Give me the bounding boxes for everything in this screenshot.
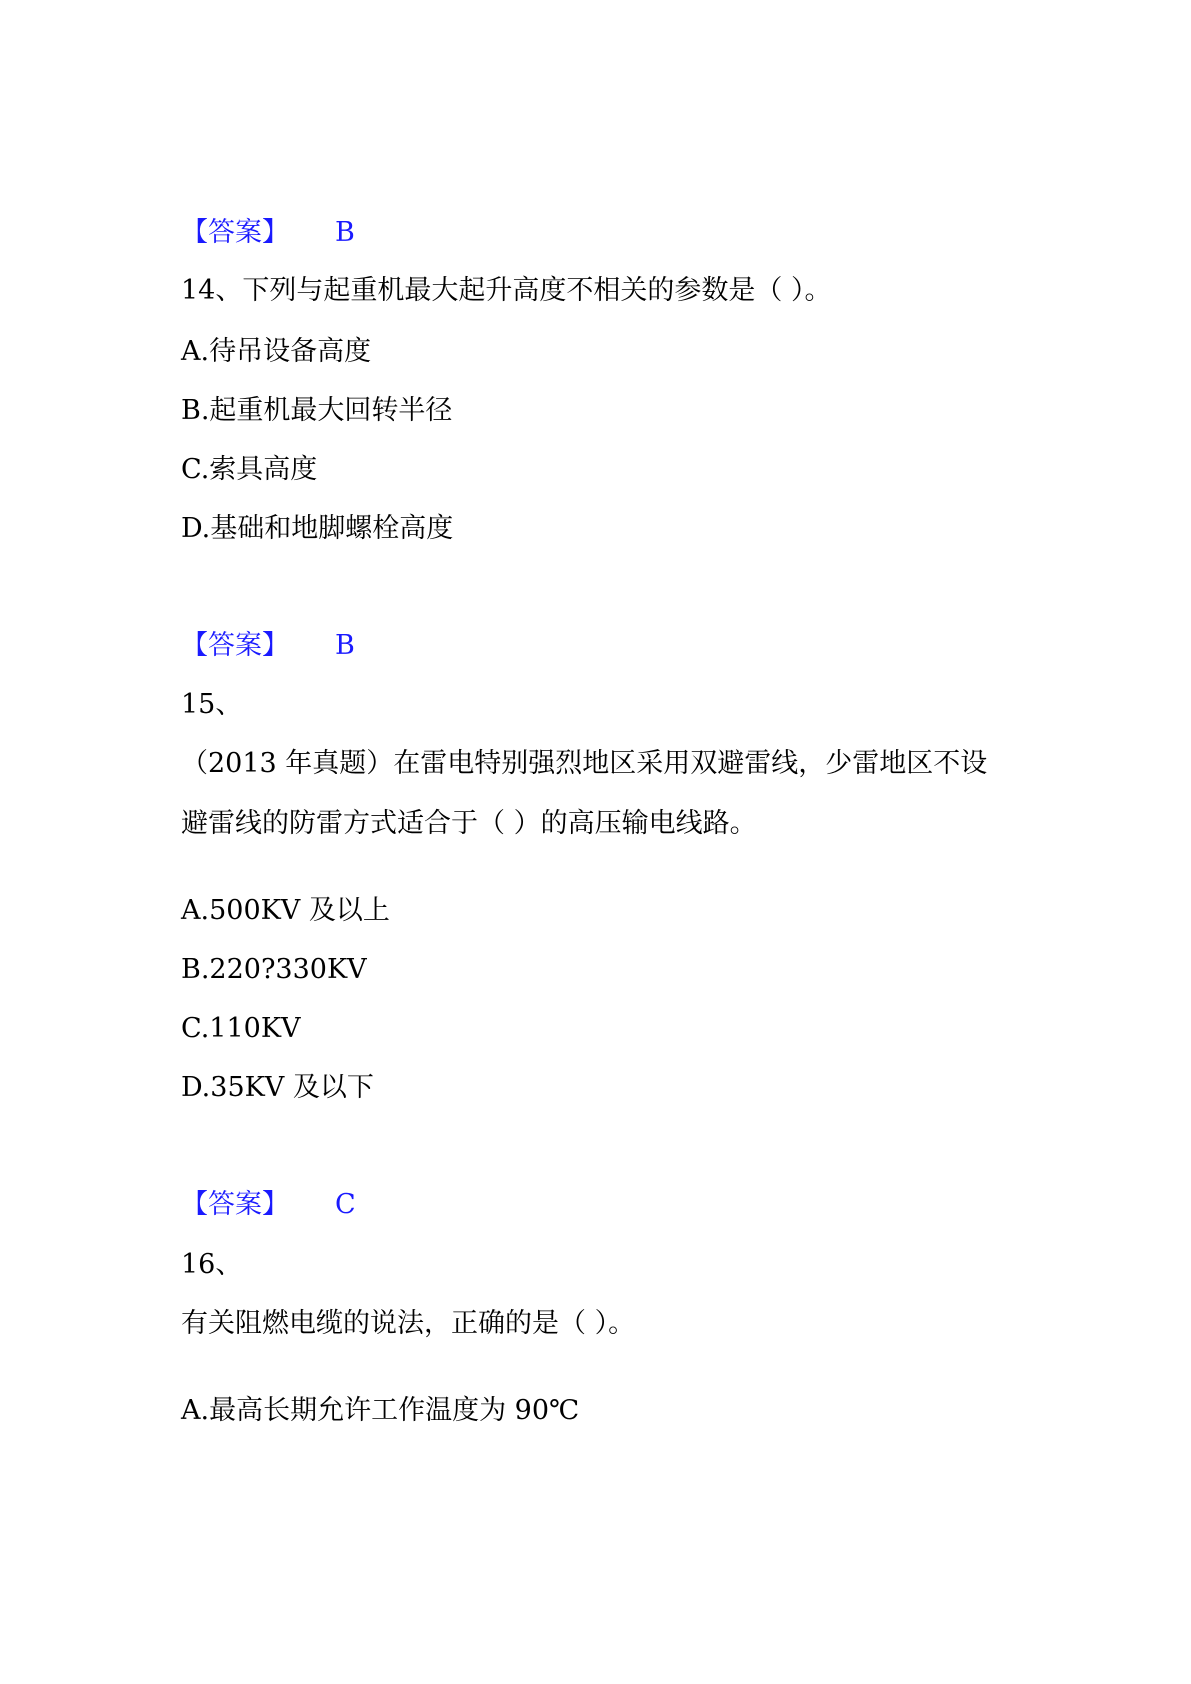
option-a: A.最高长期允许工作温度为 90℃ <box>181 1395 580 1426</box>
answer-row <box>181 215 355 251</box>
option-d: D.基础和地脚螺栓高度 <box>181 513 454 544</box>
option-c: C.110KV <box>181 1013 301 1044</box>
answer-value: B <box>335 217 355 248</box>
option-a: A.500KV 及以上 <box>181 895 390 926</box>
answer-row <box>181 1187 356 1223</box>
question-text: 14、下列与起重机最大起升高度不相关的参数是（ ）。 <box>181 275 832 306</box>
option-b: B.220?330KV <box>181 954 367 985</box>
answer-label: 【答案】 <box>181 217 289 248</box>
question-number: 15、 <box>181 689 243 720</box>
answer-value: B <box>335 630 355 661</box>
answer-row <box>181 628 355 664</box>
option-a: A.待吊设备高度 <box>181 336 372 367</box>
answer-value: C <box>335 1189 356 1220</box>
question-text: 有关阻燃电缆的说法，正确的是（ ）。 <box>181 1308 636 1339</box>
question-number: 16、 <box>181 1249 243 1280</box>
answer-label: 【答案】 <box>181 630 289 661</box>
option-b: B.起重机最大回转半径 <box>181 395 453 426</box>
option-c: C.索具高度 <box>181 454 318 485</box>
option-d: D.35KV 及以下 <box>181 1072 374 1103</box>
question-text: 避雷线的防雷方式适合于（ ）的高压输电线路。 <box>181 808 757 839</box>
answer-label: 【答案】 <box>181 1189 289 1220</box>
question-text: （2013 年真题）在雷电特别强烈地区采用双避雷线，少雷地区不设 <box>181 748 988 779</box>
